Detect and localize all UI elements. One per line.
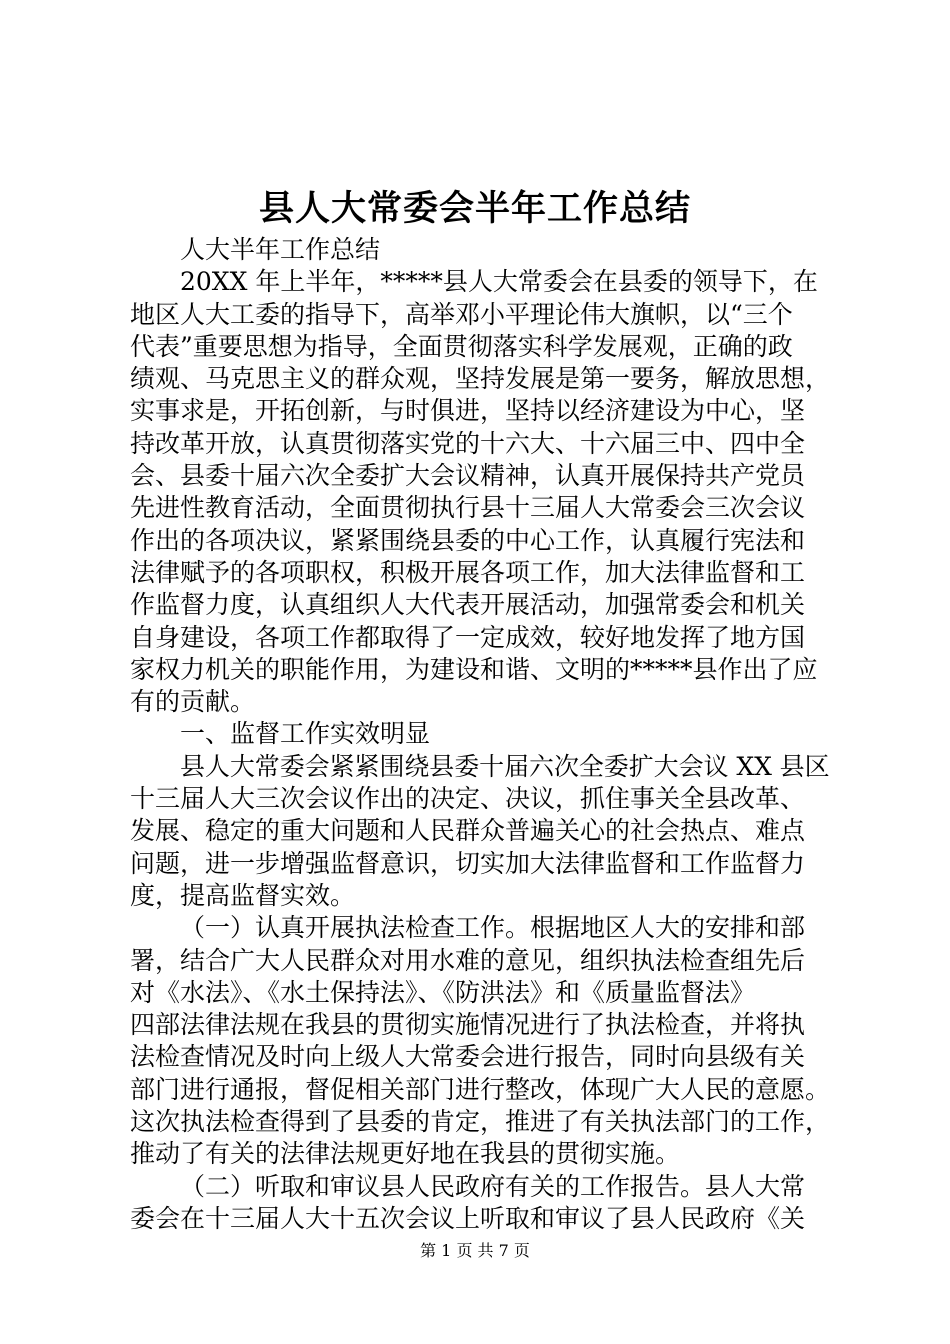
body-line: 委会在十三届人大十五次会议上听取和审议了县人民政府《关: [130, 1203, 806, 1233]
body-line: 会、县委十届六次全委扩大会议精神，认真开展保持共产党员: [130, 461, 806, 491]
body-line: 一、监督工作实效明显: [180, 719, 431, 749]
body-line: 署，结合广大人民群众对用水难的意见，组织执法检查组先后: [130, 945, 806, 975]
body-line: 部门进行通报，督促相关部门进行整改，体现广大人民的意愿。: [130, 1074, 831, 1104]
body-line: 代表”重要思想为指导，全面贯彻落实科学发展观，正确的政: [130, 331, 793, 361]
body-line: 有的贡献。: [130, 687, 256, 717]
body-line: 作出的各项决议，紧紧围绕县委的中心工作，认真履行宪法和: [130, 525, 806, 555]
body-line: 地区人大工委的指导下，高举邓小平理论伟大旗帜，以“三个: [130, 299, 793, 329]
body-line: 实事求是，开拓创新，与时俱进，坚持以经济建设为中心，坚: [130, 396, 806, 426]
page-footer: 第 1 页 共 7 页: [420, 1241, 530, 1260]
body-line: 持改革开放，认真贯彻落实党的十六大、十六届三中、四中全: [130, 428, 806, 458]
body-line: （一）认真开展执法检查工作。根据地区人大的安排和部: [180, 913, 806, 943]
body-line: 作监督力度，认真组织人大代表开展活动，加强常委会和机关: [130, 590, 806, 620]
body-line: 20XX 年上半年，*****县人大常委会在县委的领导下，在: [180, 267, 818, 297]
body-line: 推动了有关的法律法规更好地在我县的贯彻实施。: [130, 1139, 681, 1169]
body-line: 家权力机关的职能作用，为建设和谐、文明的*****县作出了应: [130, 654, 818, 684]
document-body: [130, 234, 830, 1235]
document-title: 县人大常委会半年工作总结: [258, 188, 691, 229]
body-line: 这次执法检查得到了县委的肯定，推进了有关执法部门的工作，: [130, 1107, 831, 1137]
body-line: （二）听取和审议县人民政府有关的工作报告。县人大常: [180, 1171, 806, 1201]
body-line: 法检查情况及时向上级人大常委会进行报告，同时向县级有关: [130, 1042, 806, 1072]
body-line: 发展、稳定的重大问题和人民群众普遍关心的社会热点、难点: [130, 816, 806, 846]
body-line: 自身建设，各项工作都取得了一定成效，较好地发挥了地方国: [130, 622, 806, 652]
body-line: 人大半年工作总结: [180, 235, 381, 264]
body-line: 十三届人大三次会议作出的决定、决议，抓住事关全县改革、: [130, 784, 806, 814]
body-line: 四部法律法规在我县的贯彻实施情况进行了执法检查，并将执: [130, 1010, 806, 1040]
body-line: 法律赋予的各项职权，积极开展各项工作，加大法律监督和工: [130, 557, 806, 587]
body-line: 对《水法》、《水土保持法》、《防洪法》和《质量监督法》: [130, 977, 756, 1007]
body-line: 县人大常委会紧紧围绕县委十届六次全委扩大会议 XX 县区: [180, 751, 830, 781]
body-line: 问题，进一步增强监督意识，切实加大法律监督和工作监督力: [130, 848, 806, 878]
body-line: 绩观、马克思主义的群众观，坚持发展是第一要务，解放思想，: [130, 364, 831, 394]
body-line: 度，提高监督实效。: [130, 880, 356, 910]
body-line: 先进性教育活动，全面贯彻执行县十三届人大常委会三次会议: [130, 493, 806, 523]
